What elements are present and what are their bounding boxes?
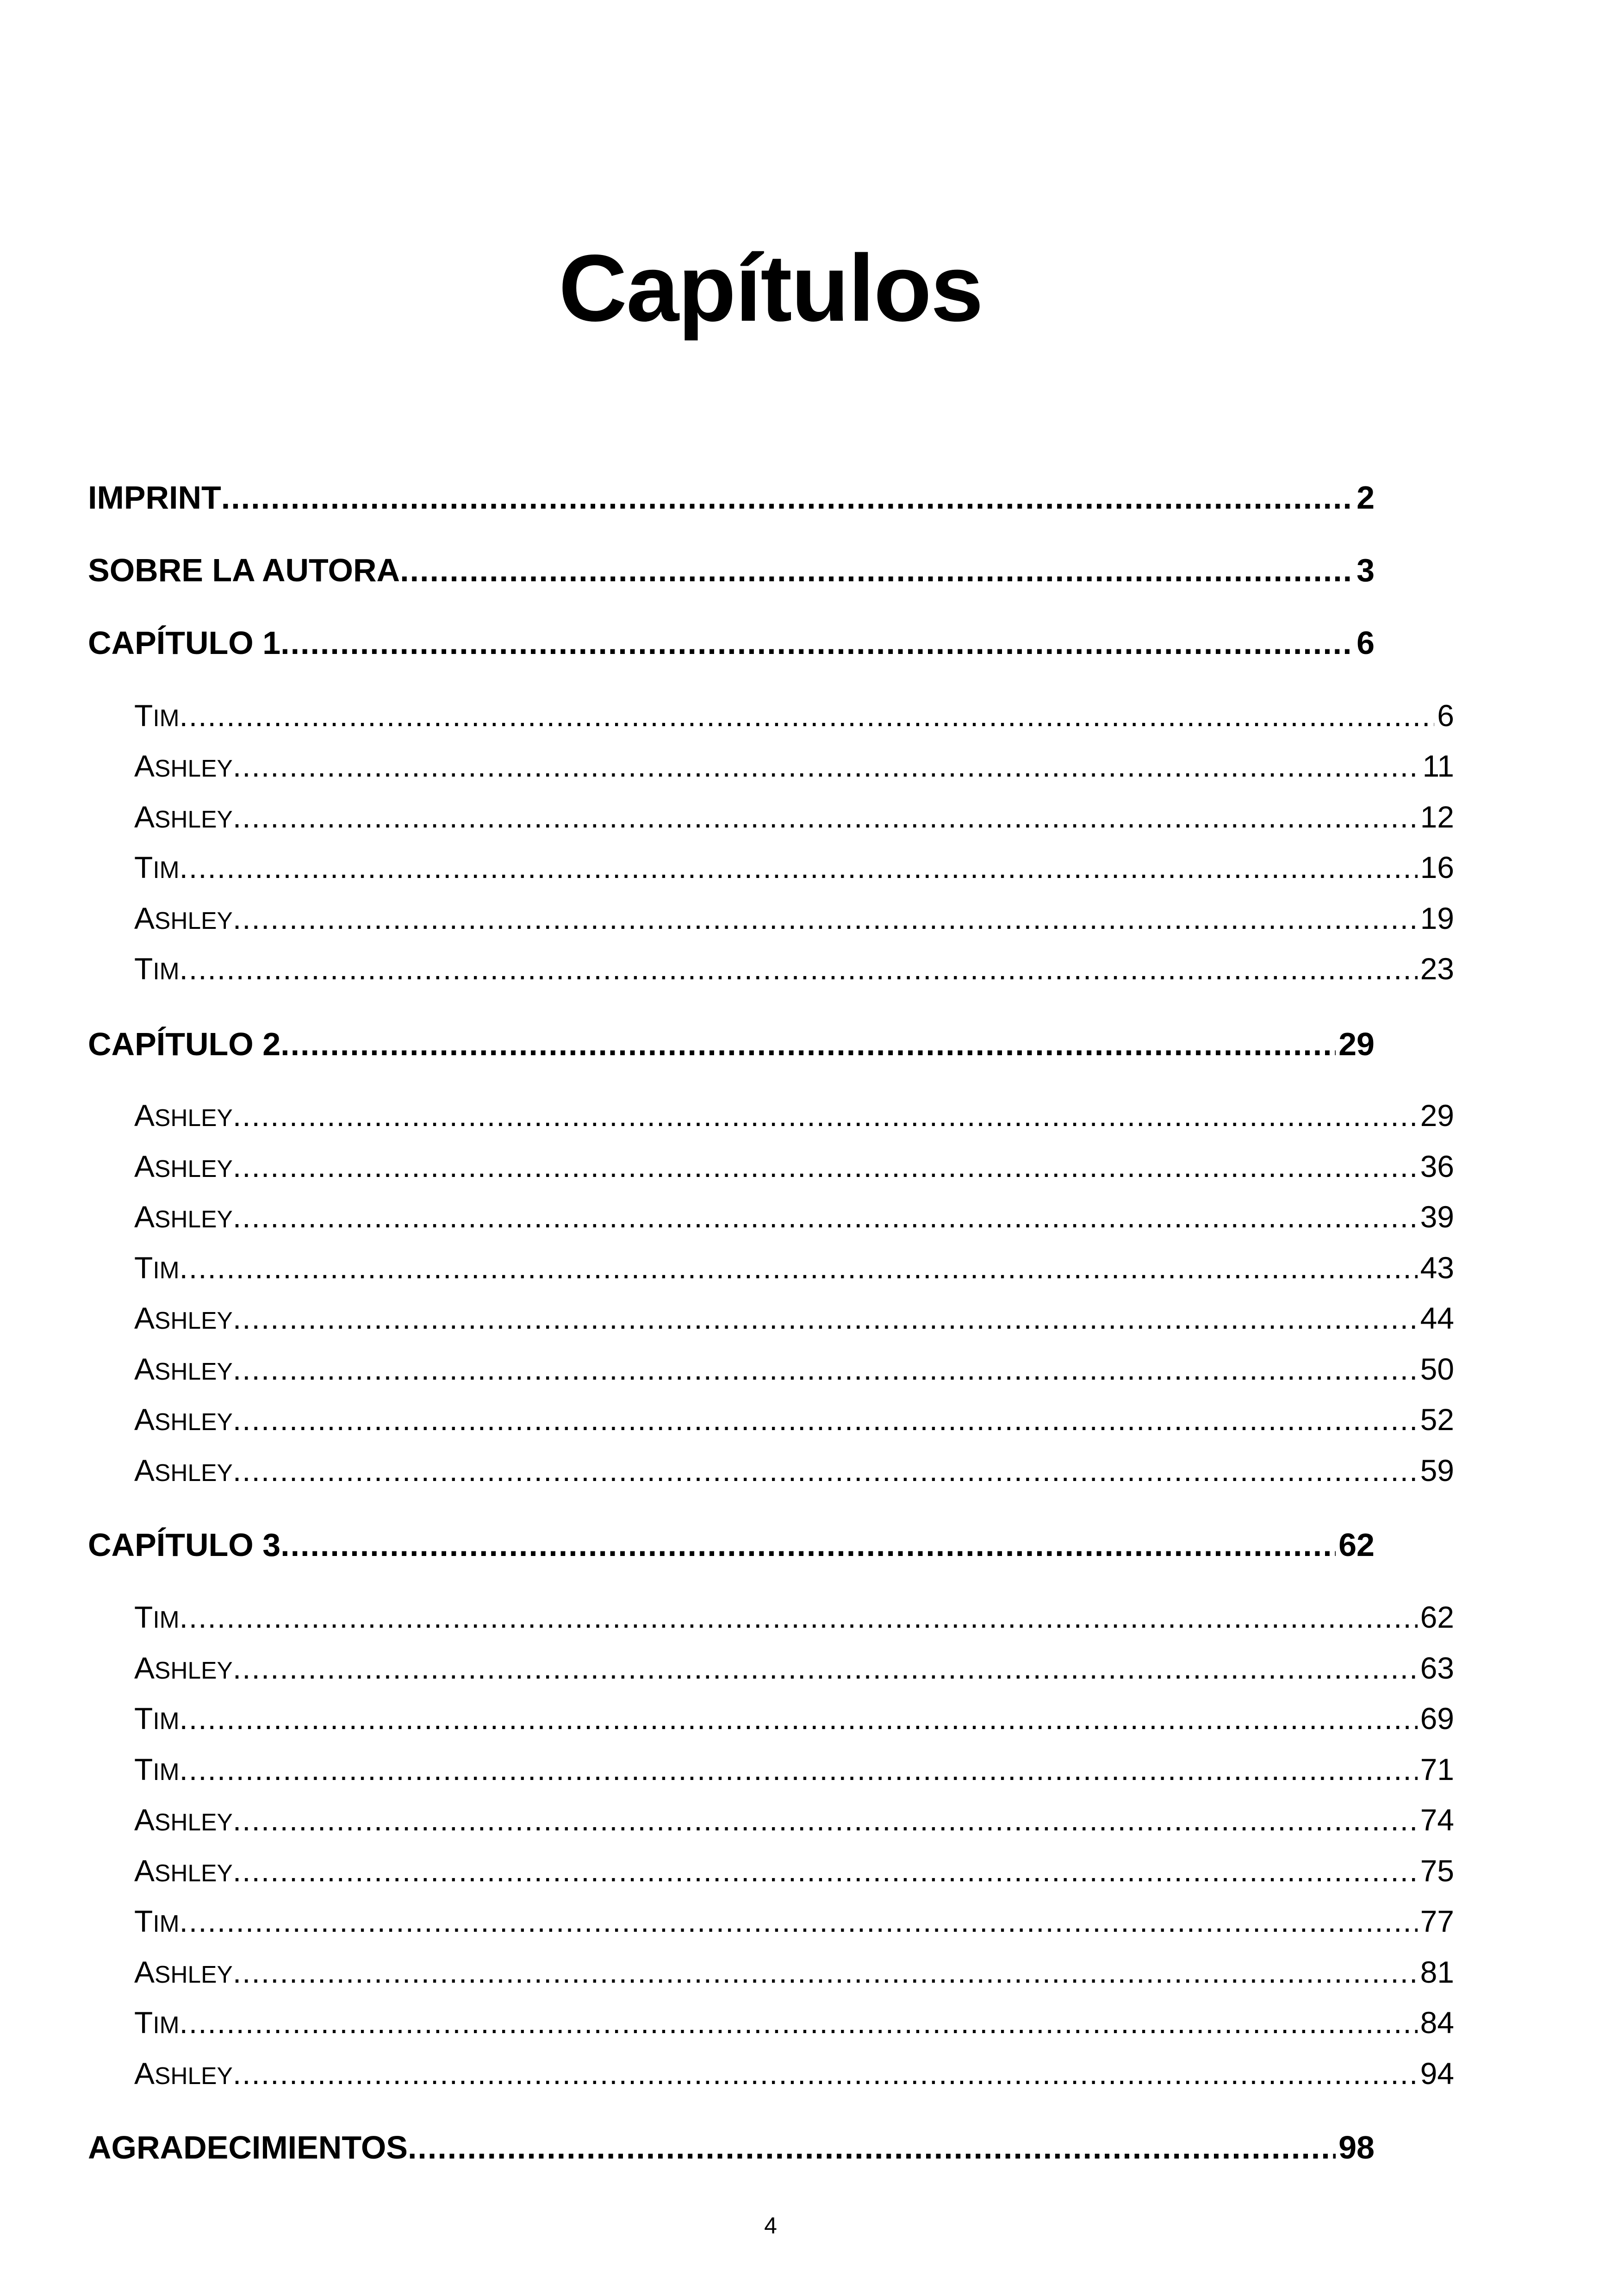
- toc-entry-page: 84: [1420, 2005, 1454, 2040]
- dot-leader: [180, 1701, 1418, 1736]
- toc-entry-page: 43: [1420, 1251, 1454, 1285]
- toc-section-entry[interactable]: [134, 1453, 1454, 1488]
- toc-entry-page: 62: [1420, 1600, 1454, 1634]
- toc-section-entry[interactable]: [134, 1250, 1454, 1285]
- dot-leader: [233, 748, 1420, 784]
- toc-entry-label: SOBRE LA AUTORA: [88, 552, 400, 588]
- toc-entry-label: ASHLEY: [134, 1402, 233, 1437]
- dot-leader: [180, 951, 1418, 986]
- toc-entry-label: CAPÍTULO 2: [88, 1026, 281, 1062]
- toc-entry-label: ASHLEY: [134, 1200, 233, 1234]
- dot-leader: [180, 1250, 1418, 1285]
- dot-leader: [233, 1098, 1418, 1133]
- toc-section-entry[interactable]: [134, 1650, 1454, 1686]
- dot-leader: [233, 1402, 1418, 1437]
- toc-entry-label: TIM: [134, 1904, 180, 1938]
- toc-section-entry[interactable]: [134, 748, 1454, 784]
- toc-section-entry[interactable]: [134, 1300, 1454, 1336]
- toc-section-entry[interactable]: [134, 1802, 1454, 1837]
- toc-section-entry[interactable]: [134, 1199, 1454, 1234]
- toc-chapter-entry[interactable]: [88, 552, 1375, 589]
- toc-entry-page: 69: [1420, 1701, 1454, 1736]
- toc-entry-page: 77: [1420, 1904, 1454, 1938]
- toc-entry-page: 2: [1357, 479, 1375, 516]
- toc-chapter-entry[interactable]: [88, 624, 1375, 661]
- dot-leader: [233, 1351, 1418, 1387]
- toc-entry-page: 3: [1357, 552, 1375, 588]
- toc-section-entry[interactable]: [134, 2056, 1454, 2091]
- toc-entry-label: ASHLEY: [134, 1301, 233, 1335]
- toc-entry-page: 74: [1420, 1803, 1454, 1837]
- toc-chapter-entry[interactable]: [88, 1026, 1375, 1063]
- toc-entry-page: 50: [1420, 1352, 1454, 1386]
- toc-entry-label: ASHLEY: [134, 1098, 233, 1132]
- dot-leader: [233, 1300, 1418, 1336]
- dot-leader: [180, 698, 1435, 733]
- toc-entry-label: TIM: [134, 698, 180, 733]
- dot-leader: [233, 1954, 1418, 1990]
- toc-entry-label: ASHLEY: [134, 1651, 233, 1685]
- dot-leader: [233, 1199, 1418, 1234]
- dot-leader: [180, 1599, 1418, 1635]
- toc-entry-page: 75: [1420, 1854, 1454, 1888]
- toc-section-entry[interactable]: [134, 1954, 1454, 1990]
- toc-entry-label: TIM: [134, 1251, 180, 1285]
- toc-entry-page: 11: [1422, 749, 1454, 783]
- toc-section-entry[interactable]: [134, 1402, 1454, 1437]
- toc-section-entry[interactable]: [134, 698, 1454, 733]
- dot-leader: [233, 2056, 1418, 2091]
- dot-leader: [221, 479, 1354, 516]
- dot-leader: [233, 1650, 1418, 1686]
- toc-section-entry[interactable]: [134, 1149, 1454, 1184]
- toc-entry-label: IMPRINT: [88, 479, 221, 516]
- toc-entry-page: 16: [1420, 850, 1454, 884]
- toc-chapter-entry[interactable]: [88, 1526, 1375, 1563]
- toc-section-entry[interactable]: [134, 1098, 1454, 1133]
- toc-entry-label: TIM: [134, 1600, 180, 1634]
- dot-leader: [408, 2129, 1336, 2166]
- toc-entry-page: 59: [1420, 1453, 1454, 1487]
- toc-entry-label: ASHLEY: [134, 800, 233, 834]
- page-number: 4: [764, 2213, 777, 2239]
- toc-section-entry[interactable]: [134, 1853, 1454, 1888]
- toc-entry-page: 94: [1420, 2056, 1454, 2091]
- toc-entry-page: 63: [1420, 1651, 1454, 1685]
- page-title: Capítulos: [559, 235, 983, 341]
- toc-entry-label: ASHLEY: [134, 901, 233, 935]
- toc-entry-label: TIM: [134, 850, 180, 884]
- toc-entry-label: ASHLEY: [134, 749, 233, 783]
- toc-entry-page: 12: [1420, 800, 1454, 834]
- toc-entry-label: ASHLEY: [134, 2056, 233, 2091]
- toc-section-entry[interactable]: [134, 1752, 1454, 1787]
- toc-entry-page: 23: [1420, 952, 1454, 986]
- toc-section-entry[interactable]: [134, 1599, 1454, 1635]
- toc-entry-page: 39: [1420, 1200, 1454, 1234]
- toc-chapter-entry[interactable]: [88, 2129, 1375, 2166]
- toc-entry-page: 52: [1420, 1402, 1454, 1437]
- dot-leader: [180, 1904, 1418, 1939]
- toc-section-entry[interactable]: [134, 901, 1454, 936]
- toc-entry-page: 44: [1420, 1301, 1454, 1335]
- dot-leader: [280, 1026, 1336, 1063]
- toc-entry-label: TIM: [134, 1752, 180, 1786]
- toc-entry-label: TIM: [134, 1701, 180, 1736]
- toc-section-entry[interactable]: [134, 1904, 1454, 1939]
- toc-entry-page: 71: [1420, 1752, 1454, 1786]
- toc-entry-label: CAPÍTULO 1: [88, 625, 281, 661]
- toc-entry-label: CAPÍTULO 3: [88, 1527, 281, 1563]
- dot-leader: [280, 624, 1354, 661]
- dot-leader: [180, 850, 1418, 885]
- dot-leader: [233, 799, 1418, 834]
- toc-section-entry[interactable]: [134, 1351, 1454, 1387]
- toc-entry-label: ASHLEY: [134, 1149, 233, 1183]
- toc-entry-page: 29: [1420, 1098, 1454, 1132]
- dot-leader: [233, 901, 1418, 936]
- toc-entry-label: TIM: [134, 952, 180, 986]
- toc-entry-label: TIM: [134, 2005, 180, 2040]
- toc-section-entry[interactable]: [134, 951, 1454, 986]
- toc-entry-label: ASHLEY: [134, 1803, 233, 1837]
- toc-section-entry[interactable]: [134, 2005, 1454, 2040]
- dot-leader: [400, 552, 1354, 589]
- toc-chapter-entry[interactable]: [88, 479, 1375, 516]
- toc-entry-label: ASHLEY: [134, 1854, 233, 1888]
- dot-leader: [233, 1853, 1418, 1888]
- toc-entry-page: 36: [1420, 1149, 1454, 1183]
- dot-leader: [233, 1802, 1418, 1837]
- dot-leader: [233, 1149, 1418, 1184]
- toc-entry-page: 29: [1338, 1026, 1375, 1062]
- dot-leader: [180, 2005, 1418, 2040]
- toc-entry-label: AGRADECIMIENTOS: [88, 2129, 408, 2165]
- dot-leader: [233, 1453, 1418, 1488]
- toc-section-entry[interactable]: [134, 850, 1454, 885]
- toc-entry-label: ASHLEY: [134, 1453, 233, 1487]
- dot-leader: [280, 1526, 1336, 1563]
- toc-entry-page: 6: [1437, 698, 1454, 733]
- toc-entry-label: ASHLEY: [134, 1955, 233, 1989]
- toc-entry-page: 81: [1420, 1955, 1454, 1989]
- toc-entry-page: 19: [1420, 901, 1454, 935]
- toc-entry-page: 98: [1338, 2129, 1375, 2165]
- toc-section-entry[interactable]: [134, 799, 1454, 834]
- dot-leader: [180, 1752, 1418, 1787]
- toc-section-entry[interactable]: [134, 1701, 1454, 1736]
- toc-entry-page: 62: [1338, 1527, 1375, 1563]
- toc-entry-page: 6: [1357, 625, 1375, 661]
- toc-entry-label: ASHLEY: [134, 1352, 233, 1386]
